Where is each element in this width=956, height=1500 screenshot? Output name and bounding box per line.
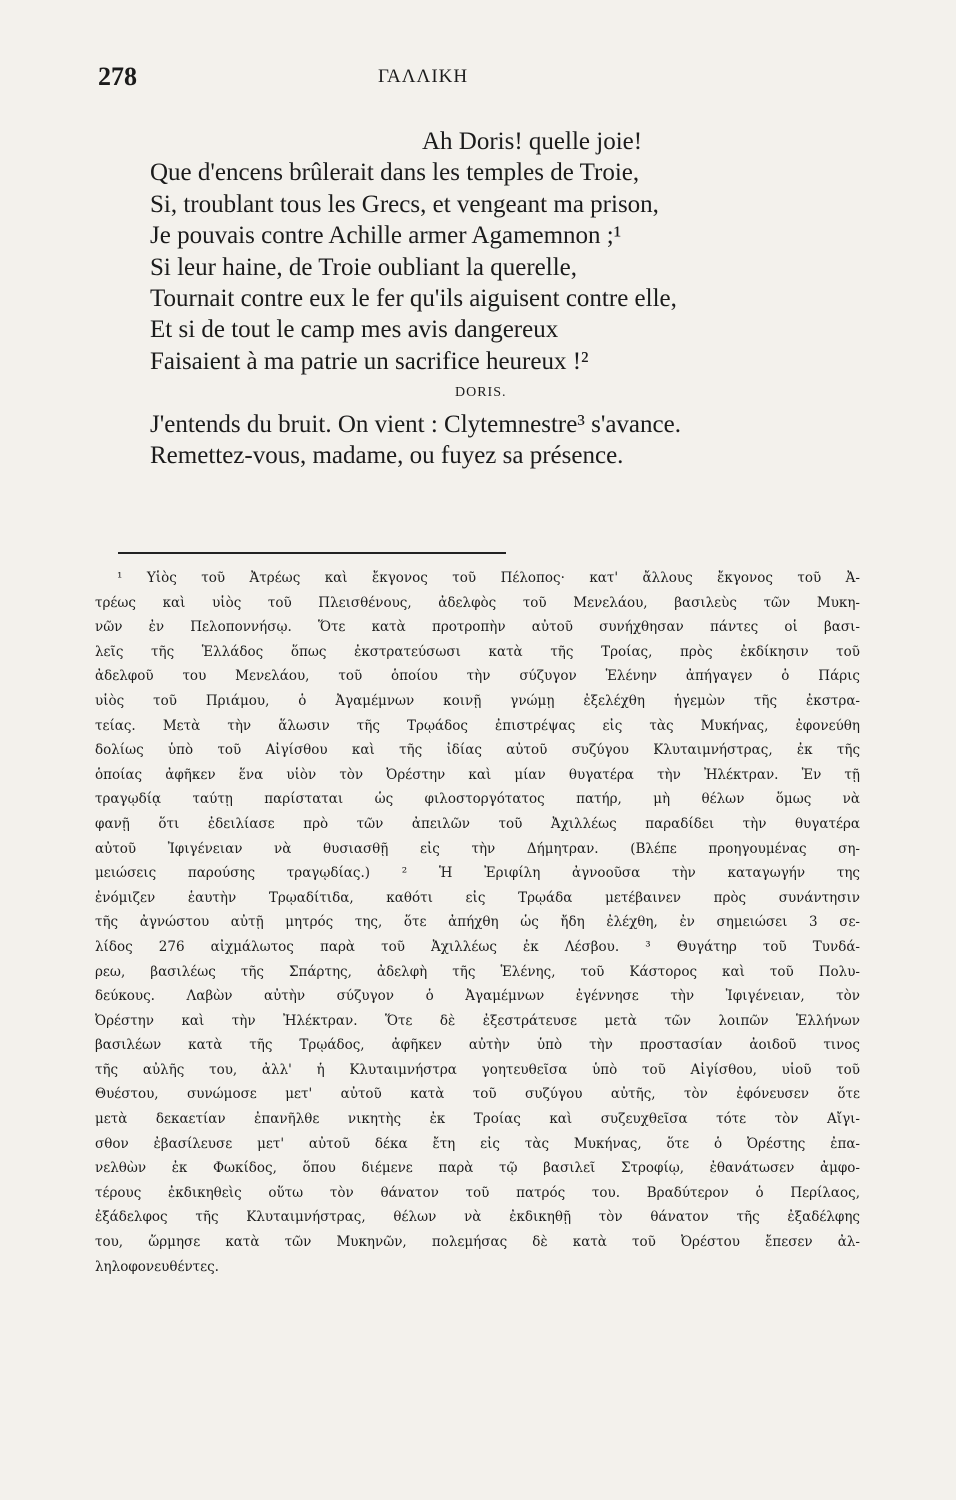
footnote-line: τῆς αὐλῆς του, ἀλλ' ἡ Κλυταιμνήστρα γοητευθεῖσα ὑπὸ τοῦ Αἰγίσθου, υἱοῦ τοῦ	[95, 1061, 860, 1078]
speaker-name: DORIS.	[455, 385, 507, 401]
verse-line: Je pouvais contre Achille armer Agamemnon ;¹	[150, 222, 622, 250]
footnote-line: νῶν ἐν Πελοποννήσῳ. Ὅτε κατὰ προτροπὴν αὐτοῦ συνήχθησαν πάντες οἱ βασι-	[95, 619, 860, 636]
footnote-line: του, ὥρμησε κατὰ τῶν Μυκηνῶν, πολεμήσας δὲ κατὰ τοῦ Ὀρέστου ἔπεσεν ἀλ-	[95, 1234, 860, 1251]
footnote-line: νελθὼν ἐκ Φωκίδος, ὅπου διέμενε παρὰ τῷ βασιλεῖ Στροφίῳ, ἐθανάτωσεν ἀμφο-	[95, 1160, 860, 1177]
footnote-line: μετὰ δεκαετίαν ἐπανῆλθε νικητὴς ἐκ Τροίας καὶ συζευχθεῖσα τότε τὸν Αἴγι-	[95, 1111, 860, 1128]
footnote-line: λεῖς τῆς Ἑλλάδος ὅπως ἐκστρατεύσωσι κατὰ τῆς Τροίας, πρὸς ἐκδίκησιν τοῦ	[95, 643, 860, 660]
verse-line: Faisaient à ma patrie un sacrifice heureux !²	[150, 347, 589, 375]
footnote-line: τραγῳδίᾳ ταύτῃ παρίσταται ὡς φιλοστοργότατος πατήρ, μὴ θέλων ὅμως νὰ	[95, 791, 860, 808]
footnote-line: μειώσεις παρούσης τραγῳδίας.) ² Ἡ Ἐριφίλη ἀγνοοῦσα τὴν καταγωγήν της	[95, 865, 860, 882]
verse-line: Que d'encens brûlerait dans les temples de Troie,	[150, 159, 640, 187]
footnote-line: ¹ Υἱὸς τοῦ Ἀτρέως καὶ ἔκγονος τοῦ Πέλοπος· κατ' ἄλλους ἔκγονος τοῦ Ἀ-	[117, 570, 860, 586]
verse-line: Remettez-vous, madame, ou fuyez sa présence.	[150, 441, 624, 469]
verse-line: Si, troublant tous les Grecs, et vengeant ma prison,	[150, 190, 659, 218]
footnote-line: ληλοφονευθέντες.	[95, 1258, 219, 1275]
footnote-line: ἐξάδελφος τῆς Κλυταιμνήστρας, θέλων νὰ ἐκδικηθῇ τὸν θάνατον τῆς ἐξαδέλφης	[95, 1209, 860, 1226]
footnote-line: υἱὸς τοῦ Πριάμου, ὁ Ἀγαμέμνων κοινῇ γνώμῃ ἐξελέχθη ἡγεμὼν τῆς ἐκστρα-	[95, 692, 860, 709]
footnote-line: Ὀρέστην καὶ τὴν Ἠλέκτραν. Ὅτε δὲ ἐξεστράτευσε μετὰ τῶν λοιπῶν Ἑλλήνων	[95, 1012, 860, 1029]
verse-line: Tournait contre eux le fer qu'ils aiguisent contre elle,	[150, 284, 677, 312]
footnote-line: λίδος 276 αἰχμάλωτος παρὰ τοῦ Ἀχιλλέως ἐκ Λέσβου. ³ Θυγάτηρ τοῦ Τυνδά-	[95, 938, 860, 955]
footnote-line: τρέως καὶ υἱὸς τοῦ Πλεισθένους, ἀδελφὸς τοῦ Μενελάου, βασιλεὺς τῶν Μυκη-	[95, 594, 860, 611]
verse-line: J'entends du bruit. On vient : Clytemnestre³ s'avance.	[150, 410, 681, 438]
footnote-line: σθον ἐβασίλευσε μετ' αὐτοῦ δέκα ἔτη εἰς τὰς Μυκήνας, ὅτε ὁ Ὀρέστης ἐπα-	[95, 1135, 860, 1152]
footnote-line: τέρους ἐκδικηθεὶς οὕτω τὸν θάνατον τοῦ πατρός του. Βραδύτερον ὁ Περίλαος,	[95, 1184, 860, 1201]
footnote-line: ὁποίας ἀφῆκεν ἕνα υἱὸν τὸν Ὀρέστην καὶ μίαν θυγατέρα τὴν Ἠλέκτραν. Ἐν τῇ	[95, 766, 860, 783]
footnote-line: Θυέστου, συνώμοσε μετ' αὐτοῦ κατὰ τοῦ συζύγου αὐτῆς, τὸν ἐφόνευσεν ὅτε	[95, 1086, 860, 1103]
footnote-line: ἀδελφοῦ του Μενελάου, τοῦ ὁποίου τὴν σύζυγον Ἑλένην ἀπήγαγεν ὁ Πάρις	[95, 668, 860, 685]
footnote-line: ἐνόμιζεν ἑαυτὴν Τρῳαδίτιδα, καθότι εἰς Τρῳάδα μετέβαινεν πρὸς συνάντησιν	[95, 889, 860, 906]
footnote-line: τῆς ἀγνώστου αὐτῇ μητρός της, ὅτε ἀπήχθη ὡς ἤδη ἐλέχθη, ἐν σημειώσει 3 σε-	[95, 914, 860, 931]
footnote-line: τείας. Μετὰ τὴν ἅλωσιν τῆς Τρῳάδος ἐπιστρέψας εἰς τὰς Μυκήνας, ἐφονεύθη	[95, 717, 860, 734]
footnote-divider	[118, 552, 506, 554]
page-header	[98, 62, 878, 102]
page-number: 278	[98, 62, 137, 91]
footnote-line: ρεω, βασιλέως τῆς Σπάρτης, ἀδελφὴ τῆς Ἑλένης, τοῦ Κάστορος καὶ τοῦ Πολυ-	[95, 963, 860, 980]
running-head: ΓΑΛΛΙΚΗ	[378, 66, 469, 87]
verse-line: Si leur haine, de Troie oubliant la querelle,	[150, 253, 577, 281]
footnote-line: δολίως ὑπὸ τοῦ Αἰγίσθου καὶ τῆς ἰδίας αὐτοῦ συζύγου Κλυταιμνήστρας, ἐκ τῆς	[95, 742, 860, 759]
footnote-line: βασιλέων κατὰ τῆς Τρῳάδος, ἀφῆκεν αὐτὴν ὑπὸ τὴν προστασίαν ἀοιδοῦ τινος	[95, 1037, 860, 1054]
verse-block	[150, 126, 870, 471]
footnote-line: αὐτοῦ Ἰφιγένειαν νὰ θυσιασθῇ εἰς τὴν Δήμητραν. (Βλέπε προηγουμένας ση-	[95, 840, 860, 857]
footnote-line: φανῇ ὅτι ἐδειλίασε πρὸ τῶν ἀπειλῶν τοῦ Ἀχιλλέως παραδίδει τὴν θυγατέρα	[95, 815, 860, 832]
verse-line: Et si de tout le camp mes avis dangereux	[150, 316, 559, 344]
footnotes	[95, 566, 860, 1279]
verse-line: Ah Doris! quelle joie!	[422, 128, 643, 155]
footnote-line: δεύκους. Λαβὼν αὐτὴν σύζυγον ὁ Ἀγαμέμνων ἐγέννησε τὴν Ἰφιγένειαν, τὸν	[95, 988, 860, 1005]
